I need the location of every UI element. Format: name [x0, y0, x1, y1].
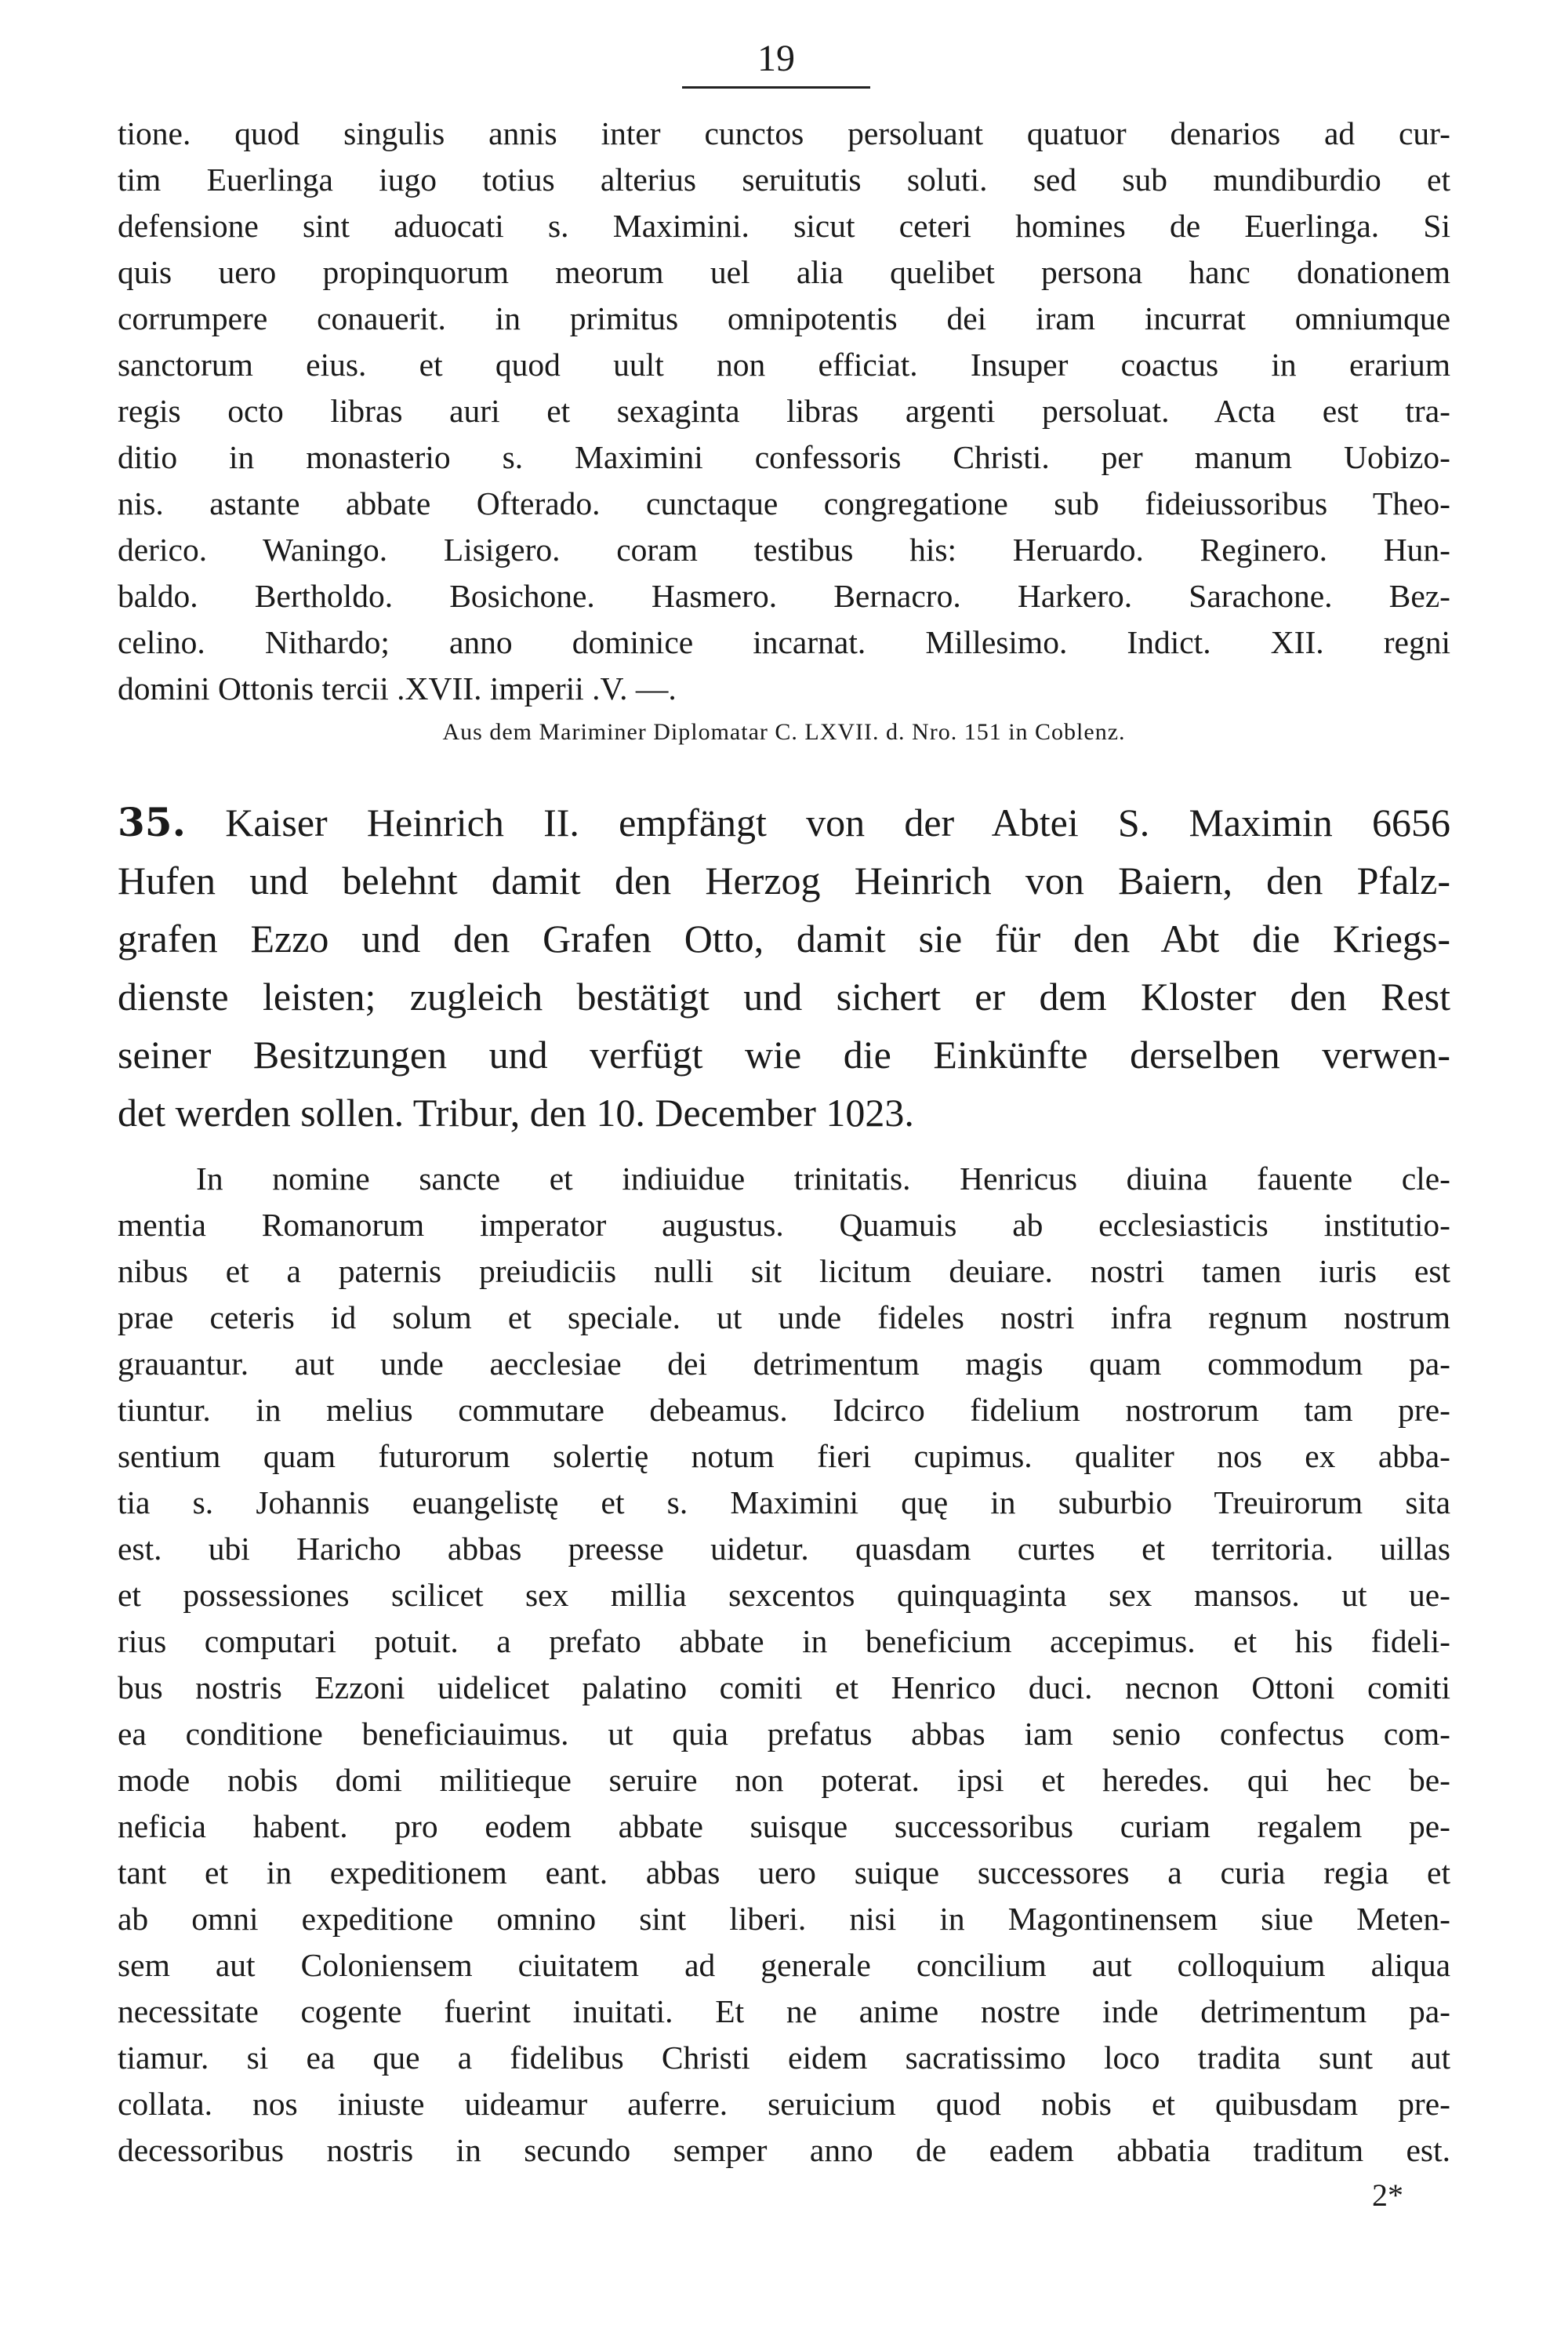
text-line: domini Ottonis tercii .XVII. imperii .V. —.	[118, 670, 677, 706]
text-line: tione. quod singulis annis inter cunctos persoluant quatuor denarios ad cur-	[118, 115, 1450, 151]
text-line: sentium quam futurorum solertię notum fieri cupimus. qualiter nos ex abba-	[118, 1438, 1450, 1474]
text-line: decessoribus nostris in secundo semper anno de eadem abbatia traditum est.	[118, 2132, 1450, 2168]
text-line: In nomine sancte et indiuidue trinitatis. Henricus diuina fauente cle-	[196, 1160, 1450, 1197]
previous-charter-text	[118, 111, 1450, 712]
heading-line: Hufen und belehnt damit den Herzog Heinrich von Baiern, den Pfalz-	[118, 859, 1450, 903]
text-line: sem aut Coloniensem ciuitatem ad generale concilium aut colloquium aliqua	[118, 1947, 1450, 1983]
text-line: ea conditione beneficiauimus. ut quia prefatus abbas iam senio confectus com-	[118, 1716, 1450, 1752]
text-line: prae ceteris id solum et speciale. ut unde fideles nostri infra regnum nostrum	[118, 1299, 1450, 1335]
page-number-rule	[682, 86, 870, 89]
text-line: nibus et a paternis preiudiciis nulli sit licitum deuiare. nostri tamen iuris est	[118, 1253, 1450, 1289]
document-page	[118, 31, 1450, 2213]
text-line: rius computari potuit. a prefato abbate in beneficium accepimus. et his fideli-	[118, 1623, 1450, 1659]
text-line: et possessiones scilicet sex millia sexcentos quinquaginta sex mansos. ut ue-	[118, 1577, 1450, 1613]
text-line: est. ubi Haricho abbas preesse uidetur. quasdam curtes et territoria. uillas	[118, 1531, 1450, 1567]
text-line: mentia Romanorum imperator augustus. Quamuis ab ecclesiasticis institutio-	[118, 1207, 1450, 1243]
text-line: defensione sint aduocati s. Maximini. sicut ceteri homines de Euerlinga. Si	[118, 208, 1450, 244]
text-line: tim Euerlinga iugo totius alterius seruitutis soluti. sed sub mundiburdio et	[118, 162, 1450, 198]
text-line: regis octo libras auri et sexaginta libras argenti persoluat. Acta est tra-	[118, 393, 1450, 429]
heading-text: Kaiser Heinrich II. empfängt von der Abtei S. Maximin 6656	[225, 801, 1450, 844]
text-line: quis uero propinquorum meorum uel alia quelibet persona hanc donationem	[118, 254, 1450, 290]
charter-text	[118, 1156, 1450, 2174]
heading-line	[118, 794, 1450, 852]
text-line: nis. astante abbate Ofterado. cunctaque congregatione sub fideiussoribus Theo-	[118, 485, 1450, 521]
section-heading	[118, 794, 1450, 1142]
text-line: ditio in monasterio s. Maximini confessoris Christi. per manum Uobizo-	[118, 439, 1450, 475]
text-line: corrumpere conauerit. in primitus omnipotentis dei iram incurrat omniumque	[118, 300, 1450, 336]
heading-line: grafen Ezzo und den Grafen Otto, damit sie für den Abt die Kriegs-	[118, 917, 1450, 961]
source-note: Aus dem Mariminer Diplomatar C. LXVII. d. Nro. 151 in Coblenz.	[442, 719, 1126, 745]
heading-line: seiner Besitzungen und verfügt wie die Einkünfte derselben verwen-	[118, 1033, 1450, 1077]
heading-line: det werden sollen. Tribur, den 10. December 1023.	[118, 1091, 914, 1135]
section-number: 35.	[118, 799, 186, 845]
text-line: necessitate cogente fuerint inuitati. Et ne anime nostre inde detrimentum pa-	[118, 1993, 1450, 2029]
text-line: sanctorum eius. et quod uult non efficiat. Insuper coactus in erarium	[118, 347, 1450, 383]
text-line: tiamur. si ea que a fidelibus Christi eidem sacratissimo loco tradita sunt aut	[118, 2039, 1450, 2076]
page-number: 19	[757, 38, 795, 79]
text-line: derico. Waningo. Lisigero. coram testibus his: Heruardo. Reginero. Hun-	[118, 532, 1450, 568]
text-line: baldo. Bertholdo. Bosichone. Hasmero. Bernacro. Harkero. Sarachone. Bez-	[118, 578, 1450, 614]
text-line: tiuntur. in melius commutare debeamus. Idcirco fidelium nostrorum tam pre-	[118, 1392, 1450, 1428]
text-line: bus nostris Ezzoni uidelicet palatino comiti et Henrico duci. necnon Ottoni comiti	[118, 1669, 1450, 1705]
signature-mark: 2*	[1372, 2177, 1403, 2213]
heading-line: dienste leisten; zugleich bestätigt und sichert er dem Kloster den Rest	[118, 975, 1450, 1019]
text-line: neficia habent. pro eodem abbate suisque successoribus curiam regalem pe-	[118, 1808, 1450, 1844]
text-line: tant et in expeditionem eant. abbas uero suique successores a curia regia et	[118, 1854, 1450, 1891]
text-line: tia s. Johannis euangelistę et s. Maximini quę in suburbio Treuirorum sita	[118, 1484, 1450, 1520]
text-line: grauantur. aut unde aecclesiae dei detrimentum magis quam commodum pa-	[118, 1346, 1450, 1382]
text-line: celino. Nithardo; anno dominice incarnat. Millesimo. Indict. XII. regni	[118, 624, 1450, 660]
text-line: mode nobis domi militieque seruire non poterat. ipsi et heredes. qui hec be-	[118, 1762, 1450, 1798]
text-line: collata. nos iniuste uideamur auferre. seruicium quod nobis et quibusdam pre-	[118, 2086, 1450, 2122]
text-line: ab omni expeditione omnino sint liberi. nisi in Magontinensem siue Meten-	[118, 1901, 1450, 1937]
